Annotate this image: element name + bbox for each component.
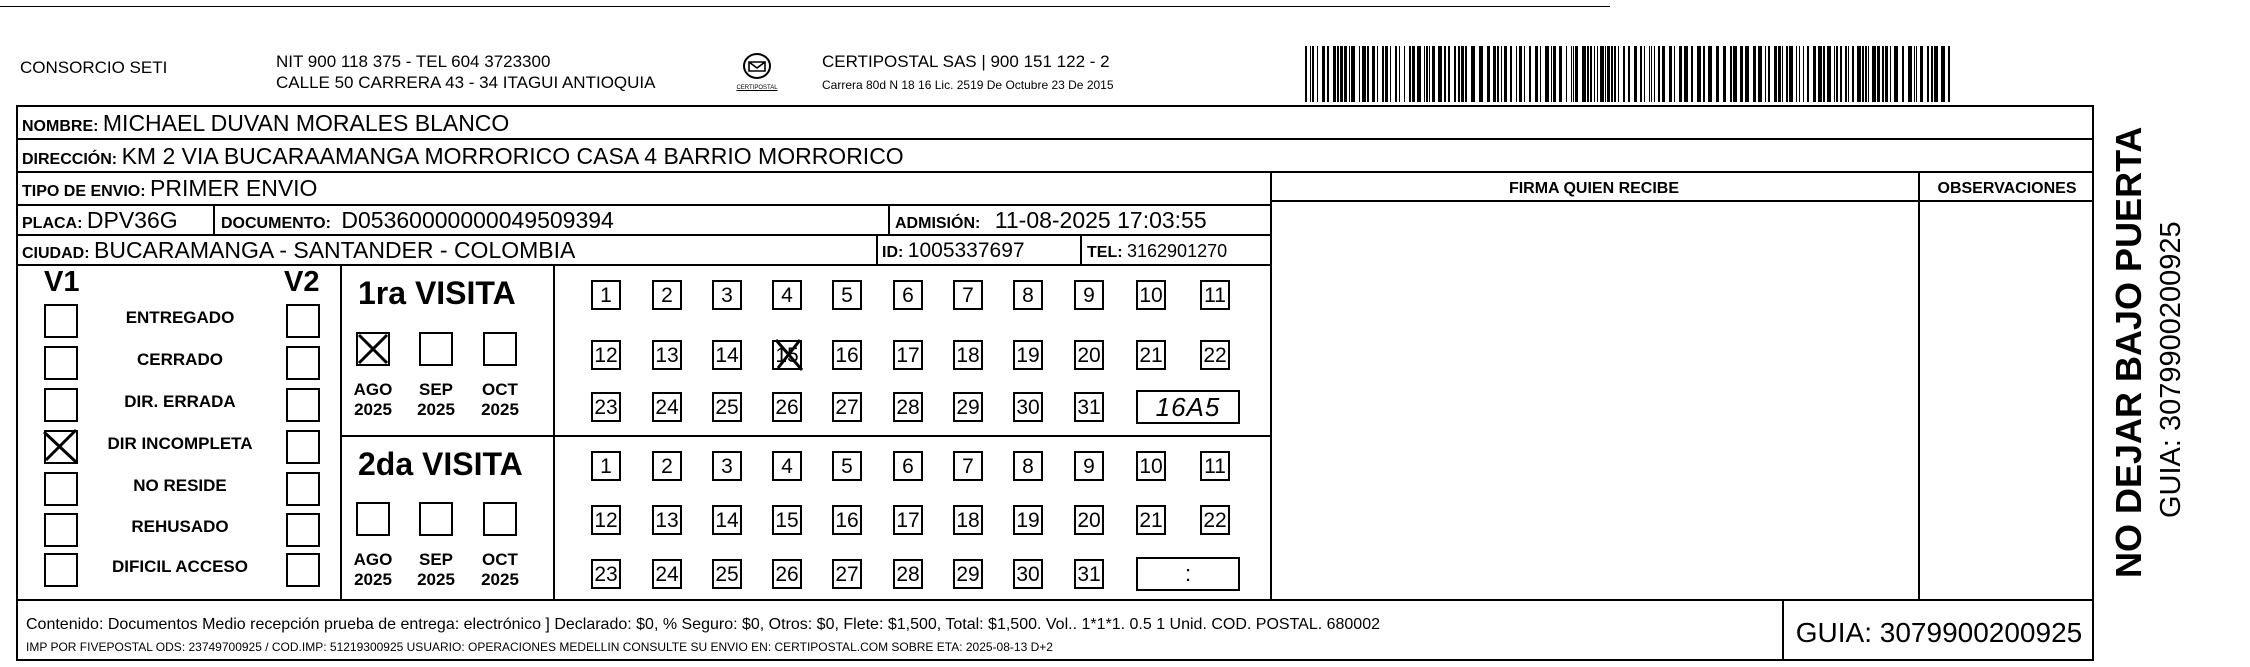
barcode-bar: [1600, 46, 1604, 102]
day-box[interactable]: 30: [1013, 559, 1043, 589]
barcode-bar: [1852, 46, 1854, 102]
barcode-bar: [1914, 46, 1915, 102]
barcode-bar: [1786, 46, 1788, 102]
tipo-label: TIPO DE ENVIO:: [22, 183, 146, 200]
barcode-bar: [1409, 46, 1411, 102]
month-label: [406, 380, 466, 419]
barcode-bar: [1432, 46, 1435, 102]
barcode-bar: [1920, 46, 1923, 102]
day-box[interactable]: 2: [652, 280, 682, 310]
day-box[interactable]: 15: [772, 505, 802, 535]
barcode-bar: [1597, 46, 1598, 102]
month-name: OCT: [482, 380, 518, 399]
footer-guia: GUIA: 3079900200925: [1795, 617, 2083, 648]
barcode-bar: [1669, 46, 1672, 102]
barcode-bar: [1618, 46, 1619, 102]
day-box[interactable]: 19: [1013, 340, 1043, 370]
barcode-bar: [1404, 46, 1405, 102]
day-box[interactable]: 1: [591, 280, 621, 310]
barcode-bar: [1941, 46, 1945, 102]
status-label: ENTREGADO: [125, 308, 235, 327]
v1-checkbox[interactable]: [44, 430, 78, 464]
month-name: OCT: [482, 550, 518, 569]
barcode-bar: [1640, 46, 1642, 102]
barcode-bar: [1349, 46, 1350, 102]
month-year: 2025: [481, 569, 519, 589]
month-label: [406, 550, 466, 589]
v2-checkbox[interactable]: [286, 388, 320, 422]
day-box[interactable]: 26: [772, 559, 802, 589]
barcode-bar: [1948, 46, 1950, 102]
documento-label: DOCUMENTO:: [221, 215, 331, 232]
month-label: [343, 550, 403, 589]
day-box[interactable]: 9: [1074, 451, 1104, 481]
day-box[interactable]: 24: [652, 392, 682, 422]
day-box[interactable]: 10: [1136, 280, 1166, 310]
v2-checkbox[interactable]: [286, 346, 320, 380]
day-box[interactable]: 11: [1200, 451, 1230, 481]
barcode-bar: [1327, 46, 1329, 102]
nombre-row: [22, 112, 509, 135]
documento-value: D05360000000049509394: [341, 207, 614, 233]
day-box[interactable]: 14: [712, 505, 742, 535]
barcode-bar: [1535, 46, 1538, 102]
barcode-bar: [1723, 46, 1726, 102]
barcode-bar: [1778, 46, 1781, 102]
id-label: ID:: [882, 244, 904, 261]
admision-row: [895, 209, 1207, 232]
barcode-bar: [1390, 46, 1391, 102]
barcode-bar: [1571, 46, 1572, 102]
day-box[interactable]: 22: [1200, 340, 1230, 370]
status-label: DIFICIL ACCESO: [111, 557, 248, 576]
barcode-bar: [1590, 46, 1592, 102]
barcode-bar: [1740, 46, 1743, 102]
barcode-bar: [1385, 46, 1388, 102]
day-box[interactable]: 27: [832, 392, 862, 422]
barcode-bar: [1333, 46, 1336, 102]
side-warning: NO DEJAR BAJO PUERTA: [2108, 126, 2149, 578]
day-box[interactable]: 31: [1074, 559, 1104, 589]
day-box[interactable]: 29: [953, 392, 983, 422]
barcode-bar: [1649, 46, 1650, 102]
v1-checkbox[interactable]: [44, 472, 78, 506]
barcode-bar: [1758, 46, 1762, 102]
barcode-bar: [1768, 46, 1770, 102]
barcode-bar: [1623, 46, 1625, 102]
barcode-bar: [1545, 46, 1549, 102]
barcode-bar: [1703, 46, 1705, 102]
v1-checkbox[interactable]: [44, 346, 78, 380]
tipo-value: PRIMER ENVIO: [150, 175, 318, 201]
barcode-bar: [1417, 46, 1421, 102]
barcode-bar: [1634, 46, 1637, 102]
direccion-label: DIRECCIÓN:: [22, 151, 118, 168]
tipo-row: [22, 177, 317, 200]
day-box[interactable]: 11: [1200, 280, 1230, 310]
day-box[interactable]: 13: [652, 505, 682, 535]
barcode-bar: [1359, 46, 1360, 102]
ciudad-value: BUCARAMANGA - SANTANDER - COLOMBIA: [94, 237, 576, 263]
day-box[interactable]: 8: [1013, 280, 1043, 310]
barcode-bar: [1582, 46, 1586, 102]
barcode-bar: [1654, 46, 1655, 102]
barcode-bar: [1367, 46, 1369, 102]
barcode-bar: [1651, 46, 1652, 102]
barcode-bar: [1845, 46, 1847, 102]
v2-checkbox[interactable]: [286, 513, 320, 547]
day-box[interactable]: 2: [652, 451, 682, 481]
nombre-value: MICHAEL DUVAN MORALES BLANCO: [102, 110, 510, 136]
month-checkbox[interactable]: [483, 332, 517, 366]
barcode-bar: [1605, 46, 1606, 102]
status-label: CERRADO: [137, 350, 223, 369]
day-box[interactable]: 7: [953, 280, 983, 310]
placa-label: PLACA:: [22, 215, 83, 232]
day-box[interactable]: 30: [1013, 392, 1043, 422]
barcode-bar: [1412, 46, 1415, 102]
month-year: 2025: [417, 569, 455, 589]
barcode-bar: [1372, 46, 1375, 102]
barcode-bar: [1458, 46, 1460, 102]
day-box[interactable]: 8: [1013, 451, 1043, 481]
barcode-bar: [1789, 46, 1793, 102]
barcode-bar: [1497, 46, 1499, 102]
barcode-bar: [1551, 46, 1552, 102]
barcode-bar: [1607, 46, 1610, 102]
day-box[interactable]: 20: [1074, 505, 1104, 535]
day-box[interactable]: 15: [772, 340, 802, 370]
month-label: [470, 550, 530, 589]
x-mark-icon: [356, 332, 390, 366]
day-box[interactable]: 26: [772, 392, 802, 422]
day-box[interactable]: 29: [953, 559, 983, 589]
barcode-bar: [1573, 46, 1574, 102]
v2-header: V2: [284, 266, 320, 298]
barcode-bar: [1827, 46, 1831, 102]
month-checkbox[interactable]: [483, 502, 517, 536]
direccion-row: [22, 145, 904, 168]
placa-row: [22, 209, 178, 232]
second-visit-time[interactable]: :: [1136, 557, 1240, 591]
barcode-bar: [1868, 46, 1869, 102]
second-visit-title: 2da VISITA: [358, 446, 523, 482]
barcode-bar: [1575, 46, 1578, 102]
day-box[interactable]: 31: [1074, 392, 1104, 422]
day-box[interactable]: 22: [1200, 505, 1230, 535]
barcode-bar: [1818, 46, 1822, 102]
barcode-bar: [1614, 46, 1616, 102]
barcode-bar: [1510, 46, 1512, 102]
day-box[interactable]: 5: [832, 451, 862, 481]
barcode-bar: [1716, 46, 1719, 102]
address-line: CALLE 50 CARRERA 43 - 34 ITAGUI ANTIOQUIA: [276, 73, 656, 92]
month-label: [343, 380, 403, 419]
barcode-bar: [1823, 46, 1825, 102]
barcode-bar: [1504, 46, 1507, 102]
barcode-bar: [1540, 46, 1541, 102]
barcode-bar: [1774, 46, 1777, 102]
day-box[interactable]: 24: [652, 559, 682, 589]
v1-header: V1: [44, 266, 80, 298]
barcode-bar: [1848, 46, 1849, 102]
company-name: CONSORCIO SETI: [20, 58, 168, 77]
barcode-bar: [1310, 46, 1311, 102]
day-box[interactable]: 28: [893, 559, 923, 589]
month-checkbox[interactable]: [356, 332, 390, 366]
barcode-bar: [1834, 46, 1835, 102]
barcode-bar: [1927, 46, 1929, 102]
barcode-bar: [1697, 46, 1701, 102]
day-box[interactable]: 17: [893, 505, 923, 535]
tel-row: [1087, 242, 1227, 261]
certipostal-line: CERTIPOSTAL SAS | 900 151 122 - 2: [822, 52, 1110, 71]
barcode-bar: [1566, 46, 1567, 102]
day-box[interactable]: 4: [772, 451, 802, 481]
ciudad-label: CIUDAD:: [22, 245, 90, 262]
day-box[interactable]: 17: [893, 340, 923, 370]
day-box[interactable]: 23: [591, 559, 621, 589]
barcode-bar: [1519, 46, 1522, 102]
month-label: [470, 380, 530, 419]
month-checkbox[interactable]: [356, 502, 390, 536]
barcode-bar: [1745, 46, 1749, 102]
day-box[interactable]: 6: [893, 451, 923, 481]
barcode-bar: [1438, 46, 1442, 102]
status-label: REHUSADO: [131, 517, 229, 536]
barcode-bar: [1312, 46, 1314, 102]
month-year: 2025: [354, 569, 392, 589]
tel-value: 3162901270: [1127, 241, 1228, 261]
month-name: AGO: [353, 550, 393, 569]
barcode-bar: [1529, 46, 1531, 102]
x-mark-icon: [38, 426, 82, 466]
barcode-bar: [1644, 46, 1645, 102]
barcode-bar: [1501, 46, 1502, 102]
day-box[interactable]: 14: [712, 340, 742, 370]
barcode-bar: [1934, 46, 1938, 102]
barcode-bar: [1628, 46, 1630, 102]
month-checkbox[interactable]: [419, 332, 453, 366]
ciudad-row: [22, 239, 575, 262]
barcode-bar: [1344, 46, 1347, 102]
admision-label: ADMISIÓN:: [895, 215, 981, 232]
barcode-bar: [1931, 46, 1933, 102]
day-box[interactable]: 12: [591, 505, 621, 535]
day-box[interactable]: 10: [1136, 451, 1166, 481]
barcode-bar: [1426, 46, 1428, 102]
v1-checkbox[interactable]: [44, 304, 78, 338]
day-box[interactable]: 12: [591, 340, 621, 370]
day-box[interactable]: 3: [712, 280, 742, 310]
barcode-bar: [1479, 46, 1483, 102]
v2-checkbox[interactable]: [286, 472, 320, 506]
day-box[interactable]: 13: [652, 340, 682, 370]
barcode-bar: [1493, 46, 1496, 102]
day-box[interactable]: 25: [712, 392, 742, 422]
status-label: NO RESIDE: [133, 476, 227, 495]
day-box[interactable]: 16: [832, 340, 862, 370]
first-visit-title: 1ra VISITA: [358, 275, 516, 311]
barcode-bar: [1317, 46, 1318, 102]
barcode-bar: [1799, 46, 1800, 102]
barcode-bar: [1559, 46, 1562, 102]
barcode-bar: [1362, 46, 1366, 102]
day-box[interactable]: 7: [953, 451, 983, 481]
v1-checkbox[interactable]: [44, 388, 78, 422]
barcode-bar: [1733, 46, 1737, 102]
day-box[interactable]: 4: [772, 280, 802, 310]
barcode-bar: [1890, 46, 1891, 102]
barcode-bar: [1862, 46, 1864, 102]
barcode-bar: [1691, 46, 1693, 102]
barcode-bar: [1894, 46, 1898, 102]
month-name: SEP: [418, 550, 454, 569]
envelope-icon: [742, 52, 772, 80]
tel-label: TEL:: [1087, 244, 1123, 261]
barcode-bar: [1611, 46, 1613, 102]
barcode-bar: [1679, 46, 1682, 102]
footer-print-info: IMP POR FIVEPOSTAL ODS: 23749700925 / COD.IMP: 51219300925 USUARIO: OPERACIONES MEDELLIN CONSULTE SU ENVIO EN: CERTIPOSTAL.COM SOBRE ETA: 2025-08-13 D+2: [26, 640, 1053, 654]
barcode-bar: [1840, 46, 1842, 102]
barcode-bar: [1461, 46, 1464, 102]
day-box[interactable]: 6: [893, 280, 923, 310]
barcode-bar: [1753, 46, 1756, 102]
barcode-bar: [1444, 46, 1446, 102]
v1-checkbox[interactable]: [44, 513, 78, 547]
day-box[interactable]: 5: [832, 280, 862, 310]
barcode-bar: [1813, 46, 1816, 102]
id-value: 1005337697: [907, 239, 1025, 262]
barcode-bar: [1377, 46, 1378, 102]
barcode-bar: [1730, 46, 1732, 102]
barcode-bar: [1587, 46, 1589, 102]
top-stray-line: [0, 6, 1610, 7]
barcode-bar: [1807, 46, 1809, 102]
barcode-bar: [1865, 46, 1867, 102]
day-box[interactable]: 21: [1136, 505, 1166, 535]
month-name: SEP: [418, 380, 454, 399]
documento-row: [221, 209, 614, 232]
barcode-bar: [1351, 46, 1355, 102]
x-mark-icon: [770, 336, 806, 372]
v2-checkbox[interactable]: [286, 430, 320, 464]
day-box[interactable]: 1: [591, 451, 621, 481]
certipostal-logo: [728, 52, 786, 96]
barcode: [1305, 46, 1953, 102]
barcode-bar: [1877, 46, 1880, 102]
observaciones-header: OBSERVACIONES: [1937, 180, 2077, 197]
barcode-bar: [1454, 46, 1456, 102]
first-visit-time[interactable]: 16A5: [1136, 390, 1240, 424]
barcode-bar: [1908, 46, 1912, 102]
footer-content: Contenido: Documentos Medio recepción prueba de entrega: electrónico ] Declarado: $0, % Seguro: $0, Otros: $0, Flete: $1,500, Total: $1,500. Vol.. 1*1*1. 0.5 1 Unid. COD. POSTAL. 680002: [26, 616, 1380, 633]
v1-checkbox[interactable]: [44, 553, 78, 587]
day-box[interactable]: 19: [1013, 505, 1043, 535]
barcode-bar: [1382, 46, 1384, 102]
day-box[interactable]: 16: [832, 505, 862, 535]
day-box[interactable]: 18: [953, 340, 983, 370]
day-box[interactable]: 18: [953, 505, 983, 535]
barcode-bar: [1916, 46, 1917, 102]
nit-line: NIT 900 118 375 - TEL 604 3723300: [276, 52, 551, 71]
barcode-bar: [1395, 46, 1397, 102]
barcode-bar: [1553, 46, 1556, 102]
month-name: AGO: [353, 380, 393, 399]
certipostal-license: Carrera 80d N 18 16 Lic. 2519 De Octubre 23 De 2015: [822, 78, 1114, 92]
barcode-bar: [1471, 46, 1475, 102]
logo-text: CERTIPOSTAL: [736, 85, 778, 91]
v2-checkbox[interactable]: [286, 304, 320, 338]
placa-value: DPV36G: [86, 207, 178, 233]
barcode-bar: [1857, 46, 1861, 102]
barcode-bar: [1594, 46, 1595, 102]
direccion-value: KM 2 VIA BUCARAAMANGA MORRORICO CASA 4 BARRIO MORRORICO: [121, 143, 904, 169]
id-row: [882, 240, 1025, 261]
v2-checkbox[interactable]: [286, 553, 320, 587]
barcode-bar: [1465, 46, 1467, 102]
month-year: 2025: [354, 399, 392, 419]
month-checkbox[interactable]: [419, 502, 453, 536]
status-label: DIR INCOMPLETA: [107, 434, 253, 453]
barcode-bar: [1487, 46, 1490, 102]
month-year: 2025: [417, 399, 455, 419]
barcode-bar: [1885, 46, 1888, 102]
barcode-bar: [1337, 46, 1339, 102]
nombre-label: NOMBRE:: [22, 118, 99, 135]
barcode-bar: [1674, 46, 1675, 102]
firma-header: FIRMA QUIEN RECIBE: [1508, 180, 1680, 197]
barcode-bar: [1836, 46, 1838, 102]
barcode-bar: [1658, 46, 1660, 102]
day-box[interactable]: 9: [1074, 280, 1104, 310]
barcode-bar: [1305, 46, 1307, 102]
month-year: 2025: [481, 399, 519, 419]
day-box[interactable]: 28: [893, 392, 923, 422]
barcode-bar: [1803, 46, 1804, 102]
barcode-bar: [1882, 46, 1884, 102]
barcode-bar: [1708, 46, 1712, 102]
barcode-bar: [1516, 46, 1517, 102]
barcode-bar: [1902, 46, 1904, 102]
day-box[interactable]: 27: [832, 559, 862, 589]
barcode-bar: [1872, 46, 1876, 102]
day-box[interactable]: 25: [712, 559, 742, 589]
barcode-bar: [1524, 46, 1525, 102]
day-box[interactable]: 23: [591, 392, 621, 422]
day-box[interactable]: 21: [1136, 340, 1166, 370]
barcode-bar: [1340, 46, 1343, 102]
barcode-bar: [1429, 46, 1430, 102]
day-box[interactable]: 20: [1074, 340, 1104, 370]
barcode-bar: [1765, 46, 1766, 102]
side-guia: GUIA: 3079900200925: [2155, 221, 2187, 518]
day-box[interactable]: 3: [712, 451, 742, 481]
barcode-bar: [1424, 46, 1425, 102]
barcode-bar: [1662, 46, 1665, 102]
barcode-bar: [1796, 46, 1797, 102]
barcode-bar: [1684, 46, 1688, 102]
barcode-bar: [1399, 46, 1400, 102]
barcode-bar: [1322, 46, 1325, 102]
status-label: DIR. ERRADA: [124, 392, 236, 411]
admision-value: 11-08-2025 17:03:55: [994, 207, 1207, 233]
barcode-bar: [1448, 46, 1450, 102]
barcode-bar: [1782, 46, 1783, 102]
